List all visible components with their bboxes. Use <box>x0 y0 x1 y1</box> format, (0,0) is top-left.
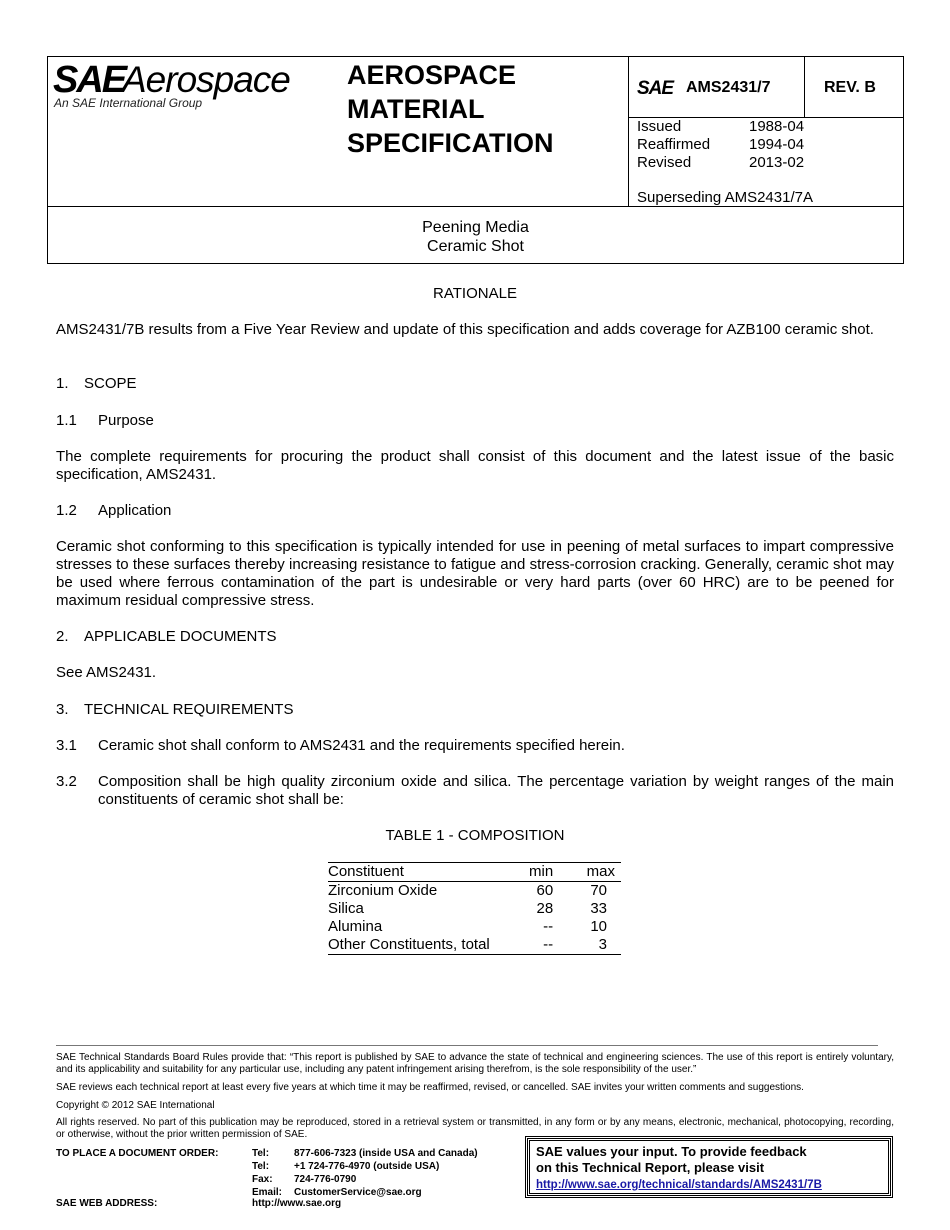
column-header: min <box>509 863 553 882</box>
section-title: Purpose <box>98 412 154 429</box>
section-text: Ceramic shot shall conform to AMS2431 and the requirements specified herein. <box>98 737 625 754</box>
reaffirmed-label: Reaffirmed <box>637 136 711 153</box>
section-title: Application <box>98 502 172 519</box>
tel-value: 877-606-7323 (inside USA and Canada) <box>294 1148 478 1159</box>
aerospace-logo-text: Aerospace <box>122 59 290 100</box>
constituent-cell: Alumina <box>328 918 383 935</box>
document-number: AMS2431/7 <box>686 79 771 96</box>
min-cell: 28 <box>536 900 554 917</box>
section-title: SCOPE <box>84 375 137 392</box>
table-row <box>328 900 621 918</box>
min-cell: -- <box>543 918 554 935</box>
logo-subtitle: An SAE International Group <box>54 96 203 110</box>
spec-title-line: SPECIFICATION <box>347 128 554 158</box>
fax-label: Fax: <box>252 1174 273 1185</box>
tel-label: Tel: <box>252 1148 270 1159</box>
table-row <box>328 918 621 936</box>
section-number: 1.1 <box>56 412 77 429</box>
fax-value: 724-776-0790 <box>294 1174 357 1185</box>
section-number: 2. <box>56 628 69 645</box>
constituent-cell: Silica <box>328 900 364 917</box>
section-text: Ceramic shot conforming to this specification is typically intended for use in peening of metal surfaces to impart compressive stresses to these surfaces thereby increasing resistance to fatigue and stress-corrosion cracking. Generally, ceramic shot may be used where ferrous contamination of the part is undesirable or very hard parts (over 60 HRC) are to be peened for maximum residual compressive stress. <box>56 538 894 609</box>
document-title <box>47 218 904 256</box>
superseding-note: Superseding AMS2431/7A <box>637 189 813 206</box>
section-number: 3.1 <box>56 737 77 754</box>
feedback-text: on this Technical Report, please visit <box>536 1160 765 1175</box>
order-info <box>56 1147 478 1199</box>
section-heading <box>56 375 894 393</box>
section-heading <box>56 502 894 520</box>
revision-label: REV. B <box>824 79 876 96</box>
table-title: TABLE 1 - COMPOSITION <box>385 827 565 844</box>
header-divider <box>47 206 904 207</box>
spec-type-title <box>347 58 554 160</box>
spec-title-line: MATERIAL <box>347 94 485 124</box>
sae-mini-logo: SAE <box>637 78 674 99</box>
section-number: 1.2 <box>56 502 77 519</box>
issued-date: 1988-04 <box>749 118 805 135</box>
table-row <box>328 882 621 901</box>
title-line: Peening Media <box>422 219 529 236</box>
feedback-box <box>527 1138 891 1196</box>
section-heading <box>56 701 894 719</box>
section-text: The complete requirements for procuring the product shall consist of this document and the latest issue of the basic specification, AMS2431. <box>56 448 894 483</box>
footer-rules-text: SAE Technical Standards Board Rules provide that: “This report is published by SAE to advance the state of technical and engineering sciences. The use of this report is entirely voluntary, and its applicability and suitability for any particular use, including any patent infringement arising therefrom, is the sole responsibility of the user.” <box>56 1052 894 1075</box>
max-cell: 33 <box>590 900 607 917</box>
section-title: TECHNICAL REQUIREMENTS <box>84 701 294 718</box>
table-header-row <box>328 863 621 882</box>
min-cell: -- <box>509 936 553 955</box>
constituent-cell: Other Constituents, total <box>328 936 509 955</box>
section-number: 3. <box>56 701 69 718</box>
spec-title-line: AEROSPACE <box>347 60 517 90</box>
rationale-text: AMS2431/7B results from a Five Year Review and update of this specification and adds coverage for AZB100 ceramic shot. <box>56 321 874 338</box>
web-label: SAE WEB ADDRESS: <box>56 1198 158 1209</box>
section-number: 1. <box>56 375 69 392</box>
footer-review-text: SAE reviews each technical report at least every five years at which time it may be reaffirmed, revised, or cancelled. SAE invites your written comments and suggestions. <box>56 1082 804 1093</box>
web-value: http://www.sae.org <box>252 1198 342 1209</box>
reaffirmed-date: 1994-04 <box>749 136 805 153</box>
order-label: TO PLACE A DOCUMENT ORDER: <box>56 1148 219 1159</box>
section-heading <box>56 628 894 646</box>
revised-date: 2013-02 <box>749 154 805 171</box>
tel-value: +1 724-776-4970 (outside USA) <box>294 1161 440 1172</box>
composition-table <box>328 862 621 955</box>
constituent-cell: Zirconium Oxide <box>328 882 438 899</box>
table-row <box>328 936 621 955</box>
min-cell: 60 <box>536 882 554 899</box>
max-cell: 3 <box>553 936 621 955</box>
section-heading <box>56 412 894 430</box>
issued-label: Issued <box>637 118 682 135</box>
max-cell: 10 <box>590 918 607 935</box>
title-line: Ceramic Shot <box>427 238 524 255</box>
column-header: max <box>553 863 621 882</box>
footer-copyright: Copyright © 2012 SAE International <box>56 1100 215 1111</box>
max-cell: 70 <box>590 882 607 899</box>
web-address <box>56 1198 341 1209</box>
revised-label: Revised <box>637 154 692 171</box>
document-dates <box>637 118 804 172</box>
header-divider <box>628 56 629 207</box>
section-number: 3.2 <box>56 773 77 790</box>
section-text: Composition shall be high quality zirconium oxide and silica. The percentage variation by weight ranges of the main constituents of ceramic shot shall be: <box>98 773 894 808</box>
feedback-link[interactable]: http://www.sae.org/technical/standards/AMS2431/7B <box>536 1179 822 1191</box>
section-paragraph <box>56 773 894 809</box>
section-text: See AMS2431. <box>56 664 157 681</box>
section-paragraph <box>56 737 894 755</box>
header-divider <box>804 56 805 118</box>
tel-label: Tel: <box>252 1161 270 1172</box>
email-value: CustomerService@sae.org <box>294 1187 422 1198</box>
section-title: APPLICABLE DOCUMENTS <box>84 628 277 645</box>
feedback-text: SAE values your input. To provide feedback <box>536 1144 807 1159</box>
rationale-heading: RATIONALE <box>433 285 517 302</box>
sae-logo: SAE <box>53 59 126 101</box>
footer-rule <box>56 1045 878 1046</box>
email-label: Email: <box>252 1187 283 1198</box>
column-header: Constituent <box>328 863 509 882</box>
footer-rights-text: All rights reserved. No part of this publication may be reproduced, stored in a retrieval system or transmitted, in any form or by any means, electronic, mechanical, photocopying, recording, or otherwise, without the prior written permission of SAE. <box>56 1117 894 1140</box>
